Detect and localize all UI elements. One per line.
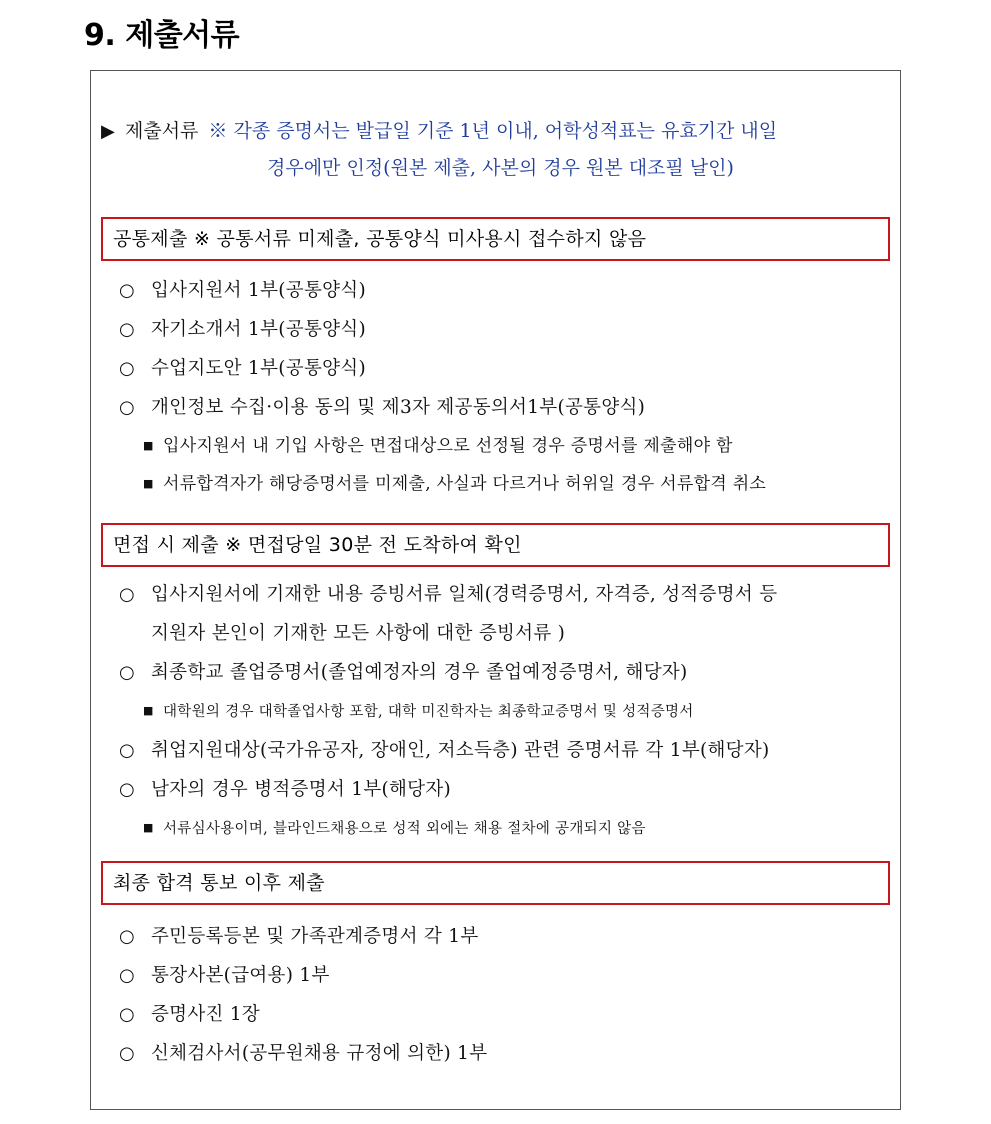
circle-bullet-icon: ○ (119, 740, 136, 761)
list-item (119, 388, 889, 427)
intro-block (101, 113, 881, 187)
square-bullet-icon: ■ (143, 704, 154, 717)
square-bullet-icon: ■ (143, 477, 154, 490)
list-item (119, 1034, 889, 1073)
sub-note (119, 427, 889, 465)
intro-line-1 (101, 113, 881, 150)
sub-note (119, 692, 889, 731)
page-title: 9. 제출서류 (84, 18, 240, 53)
item-text: 자기소개서 1부(공통양식) (151, 319, 366, 340)
item-text: 입사지원서에 기재한 내용 증빙서류 일체(경력증명서, 자격증, 성적증명서 등 (151, 584, 778, 605)
document-frame (90, 70, 901, 1110)
list-item (119, 653, 889, 692)
section-header-final: 최종 합격 통보 이후 제출 (101, 861, 890, 905)
circle-bullet-icon: ○ (119, 397, 136, 418)
item-text: 주민등록등본 및 가족관계증명서 각 1부 (151, 926, 479, 947)
list-item (119, 271, 889, 310)
item-text: 최종학교 졸업증명서(졸업예정자의 경우 졸업예정증명서, 해당자) (151, 662, 688, 683)
section-header-interview: 면접 시 제출 ※ 면접당일 30분 전 도착하여 확인 (101, 523, 890, 567)
note-text: 대학원의 경우 대학졸업사항 포함, 대학 미진학자는 최종학교증명서 및 성적증명서 (163, 704, 694, 720)
list-item (119, 575, 889, 614)
intro-note-continued: 경우에만 인정(원본 제출, 사본의 경우 원본 대조필 날인) (267, 157, 734, 179)
note-text: 서류심사용이며, 블라인드채용으로 성적 외에는 채용 절차에 공개되지 않음 (163, 821, 646, 837)
list-item (119, 995, 889, 1034)
arrow-right-icon: ▶ (101, 121, 115, 142)
item-text: 취업지원대상(국가유공자, 장애인, 저소득층) 관련 증명서류 각 1부(해당자) (151, 740, 770, 761)
item-text: 신체검사서(공무원채용 규정에 의한) 1부 (151, 1043, 488, 1064)
intro-note: ※ 각종 증명서는 발급일 기준 1년 이내, 어학성적표는 유효기간 내일 (208, 120, 778, 142)
section-list-interview (119, 575, 889, 848)
circle-bullet-icon: ○ (119, 926, 136, 947)
circle-bullet-icon: ○ (119, 584, 136, 605)
list-item (119, 917, 889, 956)
square-bullet-icon: ■ (143, 439, 154, 452)
item-text: 입사지원서 1부(공통양식) (151, 280, 366, 301)
item-text: 증명사진 1장 (151, 1004, 261, 1025)
item-text: 개인정보 수집·이용 동의 및 제3자 제공동의서1부(공통양식) (151, 397, 646, 418)
circle-bullet-icon: ○ (119, 662, 136, 683)
circle-bullet-icon: ○ (119, 779, 136, 800)
circle-bullet-icon: ○ (119, 1043, 136, 1064)
list-item (119, 349, 889, 388)
list-item (119, 956, 889, 995)
sub-note (119, 809, 889, 848)
section-header-common: 공통제출 ※ 공통서류 미제출, 공통양식 미사용시 접수하지 않음 (101, 217, 890, 261)
list-item-continued: 지원자 본인이 기재한 모든 사항에 대한 증빙서류 ) (151, 623, 566, 644)
circle-bullet-icon: ○ (119, 358, 136, 379)
square-bullet-icon: ■ (143, 821, 154, 834)
intro-lead: 제출서류 (125, 120, 199, 142)
list-item (119, 310, 889, 349)
note-text: 입사지원서 내 기입 사항은 면접대상으로 선정될 경우 증명서를 제출해야 함 (163, 436, 733, 456)
circle-bullet-icon: ○ (119, 319, 136, 340)
section-list-final (119, 917, 889, 1073)
sub-note (119, 465, 889, 503)
section-list-common (119, 271, 889, 503)
circle-bullet-icon: ○ (119, 965, 136, 986)
item-text: 통장사본(급여용) 1부 (151, 965, 330, 986)
circle-bullet-icon: ○ (119, 280, 136, 301)
item-text: 수업지도안 1부(공통양식) (151, 358, 366, 379)
circle-bullet-icon: ○ (119, 1004, 136, 1025)
item-text: 남자의 경우 병적증명서 1부(해당자) (151, 779, 452, 800)
note-text: 서류합격자가 해당증명서를 미제출, 사실과 다르거나 허위일 경우 서류합격 취소 (163, 474, 767, 494)
list-item (119, 731, 889, 770)
list-item (119, 770, 889, 809)
